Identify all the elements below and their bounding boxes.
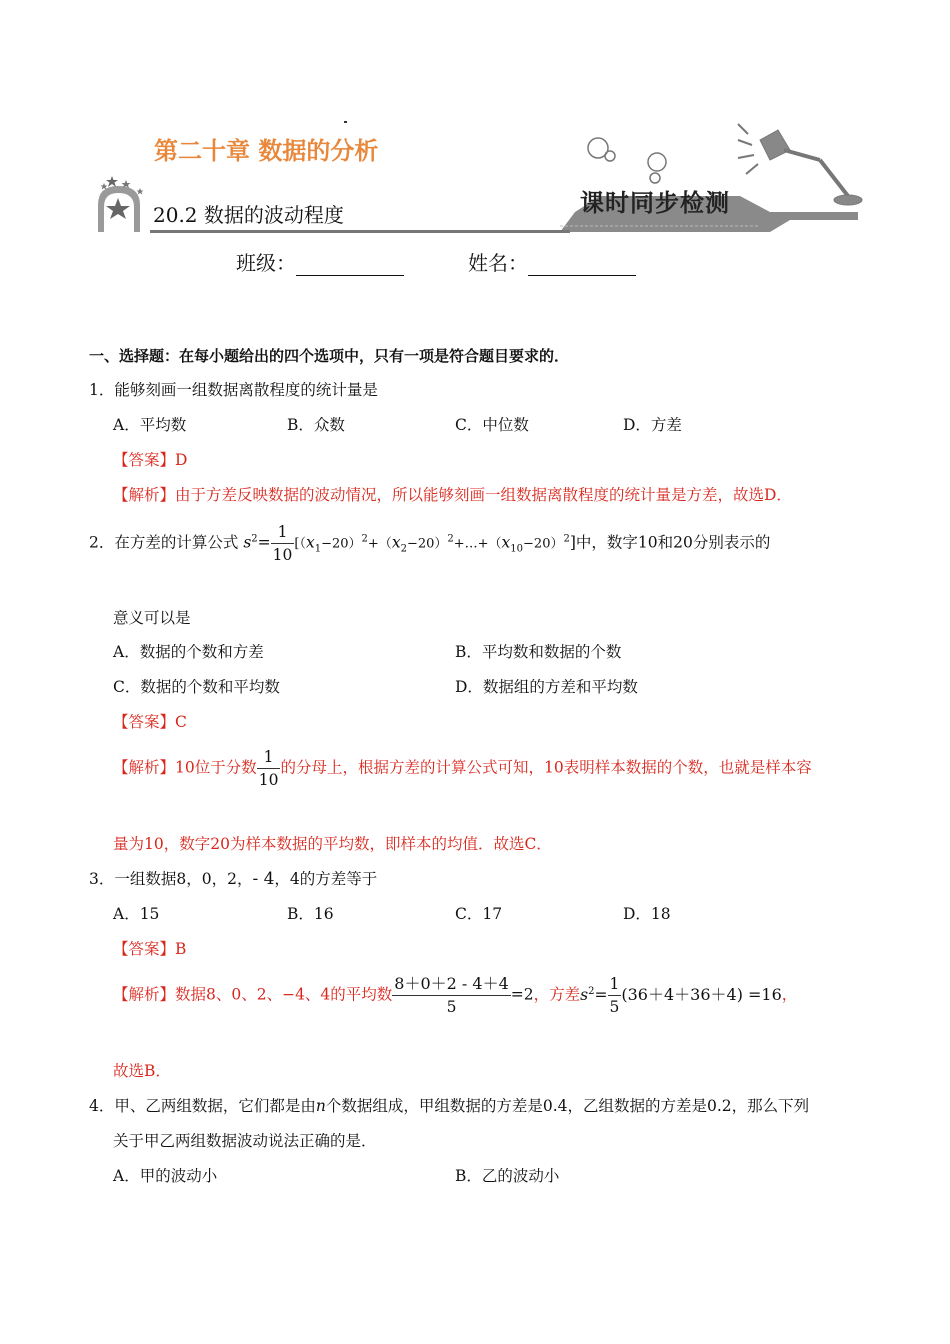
q3-option-c: C．17 bbox=[455, 905, 503, 923]
q2-option-b: B．平均数和数据的个数 bbox=[455, 643, 622, 661]
q3-answer: 【答案】B bbox=[113, 940, 187, 958]
q2-option-c: C．数据的个数和平均数 bbox=[113, 678, 280, 696]
q2-stem: 2．在方差的计算公式 $s^2=$ $\frac{1}{10}$ $[(x_1-20)^2+(x_2-20)^2+\dots+(x_{10}-20)^2]$中，数字10和20分别表示的 bbox=[89, 523, 771, 564]
formula-s: s bbox=[243, 533, 252, 552]
q3-option-d: D．18 bbox=[623, 905, 671, 923]
chapter-title: 第二十章 数据的分析 bbox=[154, 137, 379, 165]
fraction-1-10-analysis: $\frac{1}{10}$ bbox=[258, 748, 279, 789]
header-decoration bbox=[0, 0, 950, 240]
section-title: 20.2 数据的波动程度 bbox=[153, 203, 344, 227]
class-input[interactable] bbox=[296, 255, 404, 276]
name-label: 姓名： bbox=[468, 251, 528, 275]
desk-lamp-icon bbox=[738, 124, 862, 205]
variance-fraction: $\frac{1}{5}$ bbox=[609, 975, 620, 1016]
q3-option-b: B．16 bbox=[287, 905, 334, 923]
q4-stem-line2: 关于甲乙两组数据波动说法正确的是． bbox=[113, 1132, 377, 1150]
q1-stem: 1．能够刻画一组数据离散程度的统计量是 bbox=[89, 381, 378, 399]
q1-answer: 【答案】D bbox=[113, 451, 188, 469]
q2-stem-line2: 意义可以是 bbox=[113, 609, 191, 627]
q1-option-c: C．中位数 bbox=[455, 416, 529, 434]
q2-option-d: D．数据组的方差和平均数 bbox=[455, 678, 638, 696]
mean-fraction: $\frac{8+0+2 - 4+4}{5}$ bbox=[394, 974, 509, 1016]
star-medal-icon bbox=[98, 176, 144, 232]
q2-answer: 【答案】C bbox=[113, 713, 187, 731]
q1-analysis: 【解析】由于方差反映数据的波动情况，所以能够刻画一组数据离散程度的统计量是方差，故选D． bbox=[113, 486, 792, 504]
name-input[interactable] bbox=[528, 255, 636, 276]
q1-option-a: A．平均数 bbox=[113, 416, 187, 434]
q3-option-a: A．15 bbox=[113, 905, 160, 923]
q1-option-b: B．众数 bbox=[287, 416, 345, 434]
q3-conclusion: 故选B． bbox=[113, 1062, 171, 1080]
q2-option-a: A．数据的个数和方差 bbox=[113, 643, 264, 661]
q3-stem: 3．一组数据8，0，2，- 4，4的方差等于 bbox=[89, 869, 378, 889]
section-heading: 一、选择题：在每小题给出的四个选项中，只有一项是符合题目要求的． bbox=[89, 347, 570, 365]
class-label: 班级： bbox=[236, 251, 296, 275]
q2-analysis: 【解析】10位于分数 $\frac{1}{10}$ 的分母上，根据方差的计算公式可知，10表明样本数据的个数，也就是样本容 bbox=[113, 748, 812, 789]
bubbles-icon bbox=[588, 138, 666, 183]
q2-analysis-line2: 量为10，数字20为样本数据的平均数，即样本的均值．故选C． bbox=[113, 835, 552, 853]
fraction-1-10: $\frac{1}{10}$ bbox=[272, 523, 293, 564]
class-field bbox=[236, 250, 404, 276]
q1-option-d: D．方差 bbox=[623, 416, 682, 434]
q3-analysis: 【解析】数据8、0、2、−4、4的平均数 $\frac{8+0+2 - 4+4}{5}$ =2，方差$s^2=$ $\frac{1}{5}$ (36＋4＋36＋4) =16， bbox=[113, 974, 798, 1016]
q4-option-a: A．甲的波动小 bbox=[113, 1167, 218, 1185]
q4-stem: 4．甲、乙两组数据，它们都是由n个数据组成，甲组数据的方差是0.4，乙组数据的方差是0.2，那么下列 bbox=[89, 1097, 810, 1115]
q4-option-b: B．乙的波动小 bbox=[455, 1167, 560, 1185]
header-art bbox=[0, 0, 950, 240]
banner-text: 课时同步检测 bbox=[580, 188, 730, 217]
name-field bbox=[468, 250, 636, 276]
